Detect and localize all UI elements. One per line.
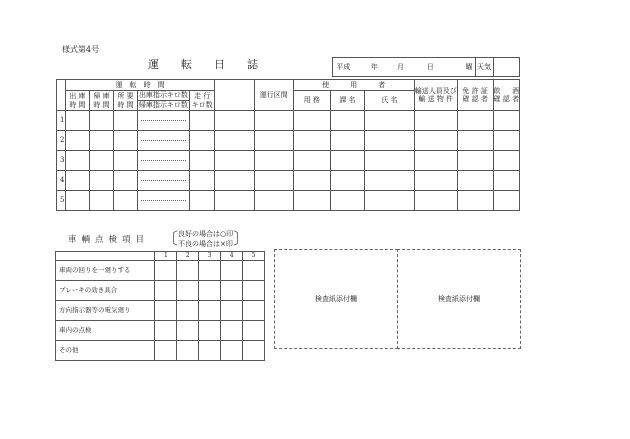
row-number: 3 [57, 151, 66, 171]
date-era: 平成 [333, 58, 354, 77]
test-paper-attach-left [274, 249, 398, 349]
inspection-title: 車輌点検項目 [68, 235, 150, 245]
meter-in-header: 帰庫指示キロ数 [138, 101, 188, 109]
distance-header: 走 行 キロ数 [189, 91, 215, 111]
attach-label-right: 検査紙添付欄 [438, 295, 480, 303]
inspection-row [56, 341, 265, 361]
alcohol-check-header: 飲 酒 確 認 者 [493, 80, 519, 111]
row-number: 5 [57, 191, 66, 211]
table-row [57, 111, 520, 131]
inspection-item: 方向指示器等の電気廻り [56, 301, 155, 321]
license-header: 免 許 証 確 認 者 [457, 80, 493, 111]
departure-time-header: 出 庫 時 間 [65, 91, 89, 111]
odometer-header [138, 91, 190, 111]
user-group-header: 使 用 者 [293, 80, 414, 91]
weather-value[interactable] [493, 58, 519, 77]
form-number: 様式第4号 [62, 45, 100, 54]
driving-log-table [56, 79, 520, 211]
time-required-header: 所 要 時 間 [113, 91, 137, 111]
route-header: 運行区間 [254, 80, 293, 111]
legend-good: 良好の場合は○印 [178, 230, 234, 238]
test-paper-attach-right [397, 249, 521, 349]
duty-header: 用 務 [293, 91, 330, 111]
inspection-item: ブレーキの効き具合 [56, 281, 155, 301]
inspection-row [56, 321, 265, 341]
page-title: 運転日誌 [148, 58, 280, 71]
date-box [332, 57, 520, 77]
cargo-header: 輸送人員及び 輸 送 物 件 [414, 80, 457, 111]
table-row [57, 131, 520, 151]
date-weekday: 曜 [436, 58, 475, 77]
meter-out-header: 出庫指示キロ数 [138, 91, 188, 99]
return-time-header: 帰 庫 時 間 [89, 91, 113, 111]
date-month: 月 [380, 58, 406, 77]
date-day: 日 [406, 58, 436, 77]
inspection-col: 5 [243, 252, 265, 261]
inspection-item: その他 [56, 341, 155, 361]
row-number-header [57, 80, 66, 111]
inspection-legend [162, 229, 249, 249]
row-number: 4 [57, 171, 66, 191]
inspection-table [55, 251, 265, 361]
row-number: 2 [57, 131, 66, 151]
inspection-col: 3 [199, 252, 221, 261]
row-number: 1 [57, 111, 66, 131]
inspection-row [56, 281, 265, 301]
inspection-row [56, 301, 265, 321]
bracket-left: 〔 [162, 229, 179, 248]
name-header: 氏 名 [365, 91, 414, 111]
inspection-col: 2 [177, 252, 199, 261]
date-year: 年 [354, 58, 380, 77]
inspection-col: 1 [155, 252, 177, 261]
drive-time-group-header: 運 転 時 間 [65, 80, 214, 91]
table-row [57, 191, 520, 211]
section-header: 課 名 [330, 91, 364, 111]
legend-bad: 不良の場合は×印 [178, 240, 233, 248]
inspection-item: 車内の点検 [56, 321, 155, 341]
table-row [57, 151, 520, 171]
weather-label: 天気 [475, 58, 493, 77]
attach-label-left: 検査紙添付欄 [315, 295, 357, 303]
inspection-row [56, 261, 265, 281]
inspection-item: 車両の回りを一廻りする [56, 261, 155, 281]
table-row [57, 171, 520, 191]
bracket-right: 〕 [233, 229, 250, 248]
inspection-col: 4 [221, 252, 243, 261]
